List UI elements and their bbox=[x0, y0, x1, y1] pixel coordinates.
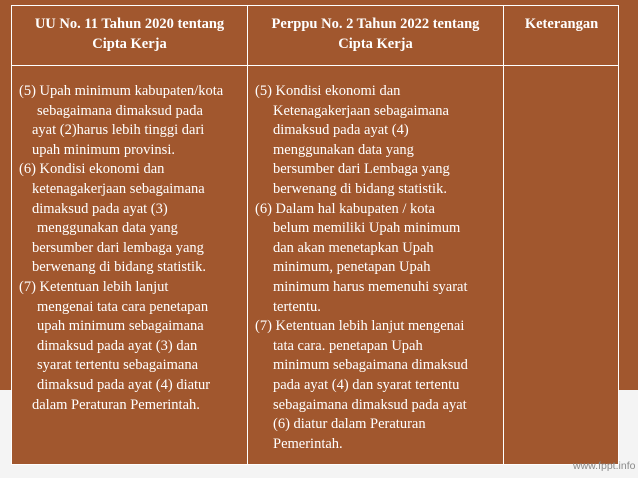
perppu-text-line: dan akan menetapkan Upah bbox=[273, 239, 434, 256]
perppu-text-line: sebagaimana dimaksud pada ayat bbox=[273, 396, 467, 413]
perppu-text-line: minimum sebagaimana dimaksud bbox=[273, 357, 468, 374]
header-divider bbox=[12, 65, 618, 66]
header-keterangan bbox=[504, 14, 619, 34]
perppu-text-line: (5) Kondisi ekonomi dan bbox=[255, 83, 401, 99]
uu-text-line: ayat (2)harus lebih tinggi dari bbox=[32, 122, 205, 139]
uu-text-line: syarat tertentu sebagaimana bbox=[37, 357, 199, 374]
perppu-text-line: (7) Ketentuan lebih lanjut mengenai bbox=[255, 318, 465, 335]
perppu-text-line: dimaksud pada ayat (4) bbox=[273, 122, 409, 139]
comparison-table bbox=[11, 5, 619, 465]
header-keterangan-line1: Keterangan bbox=[524, 16, 599, 32]
uu-text-line: dalam Peraturan Pemerintah. bbox=[32, 396, 200, 413]
perppu-text-line: Ketenagakerjaan sebagaimana bbox=[273, 102, 449, 119]
header-uu-2020 bbox=[12, 14, 247, 54]
header-uu-2020-line1: UU No. 11 Tahun 2020 tentang bbox=[34, 16, 225, 32]
perppu-text-line: minimum harus memenuhi syarat bbox=[273, 278, 468, 295]
perppu-text-line: berwenang di bidang statistik. bbox=[273, 180, 447, 197]
uu-text-line: menggunakan data yang bbox=[37, 220, 178, 237]
perppu-text-line: minimum, penetapan Upah bbox=[273, 259, 431, 276]
uu-text-line: sebagaimana dimaksud pada bbox=[37, 102, 203, 119]
header-perppu-2022-line2: Cipta Kerja bbox=[338, 36, 413, 52]
column-divider-1 bbox=[247, 6, 248, 464]
perppu-text-line: menggunakan data yang bbox=[273, 141, 414, 158]
uu-text-line: upah minimum sebagaimana bbox=[37, 318, 204, 335]
uu-text-line: (6) Kondisi ekonomi dan bbox=[19, 161, 165, 178]
perppu-text-line: belum memiliki Upah minimum bbox=[273, 220, 461, 237]
column-divider-2 bbox=[503, 6, 504, 464]
cell-perppu-2022 bbox=[255, 82, 468, 454]
uu-text-line: ketenagakerjaan sebagaimana bbox=[32, 180, 205, 197]
uu-text-line: bersumber dari lembaga yang bbox=[32, 239, 204, 256]
perppu-text-line: (6) diatur dalam Peraturan bbox=[273, 416, 426, 433]
uu-text-line: dimaksud pada ayat (3) bbox=[32, 200, 168, 217]
header-perppu-2022-line1: Perppu No. 2 Tahun 2022 tentang bbox=[271, 16, 480, 32]
watermark: www.fppt.info bbox=[573, 460, 636, 472]
uu-text-line: mengenai tata cara penetapan bbox=[37, 298, 209, 315]
uu-text-line: dimaksud pada ayat (3) dan bbox=[37, 337, 198, 354]
header-perppu-2022 bbox=[248, 14, 503, 54]
uu-text-line: (5) Upah minimum kabupaten/kota bbox=[19, 83, 224, 99]
perppu-text-line: tata cara. penetapan Upah bbox=[273, 337, 423, 354]
uu-text-line: upah minimum provinsi. bbox=[32, 141, 175, 158]
perppu-text-line: tertentu. bbox=[273, 298, 321, 315]
uu-text-line: berwenang di bidang statistik. bbox=[32, 259, 206, 276]
uu-text-line: (7) Ketentuan lebih lanjut bbox=[19, 278, 169, 295]
perppu-text-line: (6) Dalam hal kabupaten / kota bbox=[255, 200, 435, 217]
cell-uu-2020 bbox=[19, 82, 223, 415]
perppu-text-line: bersumber dari Lembaga yang bbox=[273, 161, 450, 178]
uu-text-line: dimaksud pada ayat (4) diatur bbox=[37, 376, 211, 393]
header-uu-2020-line2: Cipta Kerja bbox=[92, 36, 167, 52]
perppu-text-line: pada ayat (4) dan syarat tertentu bbox=[273, 376, 460, 393]
perppu-text-line: Pemerintah. bbox=[273, 435, 343, 452]
